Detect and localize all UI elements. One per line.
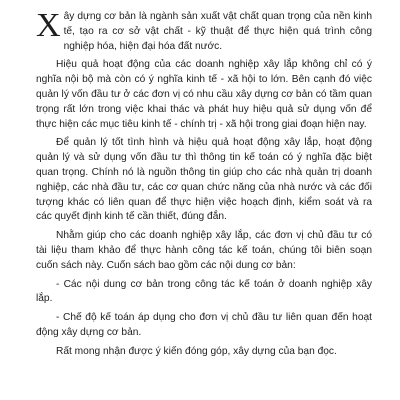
dropcap-letter: X (36, 7, 61, 44)
paragraph-accounting-info: Để quản lý tốt tình hình và hiệu quả hoạt động xây lắp, hoạt động quản lý và sử dụng vốn đầu tư thì thông tin kế toán có ý nghĩa đặc biệt quan trọng. Chính nó là nguồn thông tin giúp cho các nhà quản trị doanh nghiệp, các nhà đầu tư, các cơ quan chức năng của nhà nước và các đối tượng khác có liên quan để thực hiện việc hoạch định, kiểm soát và ra các quyết định kinh tế cần thiết, đúng đắn. (36, 137, 372, 223)
bullet-item-2: - Chế độ kế toán áp dụng cho đơn vị chủ đầu tư liên quan đến hoạt động xây dựng cơ bản. (36, 312, 372, 338)
paragraph-closing: Rất mong nhận được ý kiến đóng góp, xây dựng của bạn đọc. (56, 345, 337, 357)
bullet-item-1: - Các nội dung cơ bản trong công tác kế toán ở doanh nghiệp xây lắp. (36, 278, 372, 305)
paragraph-efficiency: Hiệu quả hoạt động của các doanh nghiệp xây lắp không chỉ có ý nghĩa nội bộ mà còn có ý nghĩa kinh tế - xã hội to lớn. Bên cạnh đó việc quản lý vốn đầu tư ở các đơn vị có nhu cầu xây dựng cơ bản có tầm quan trọng rất lớn trong việc khai thác và phát huy hiệu quả sử dụng vốn để thực hiện các mục tiêu kinh tế - chính trị - xã hội trong giai đoạn hiện nay. (36, 59, 372, 130)
paragraph-intro (36, 7, 372, 54)
paragraph-intro-text: ây dựng cơ bản là ngành sản xuất vật chất quan trọng của nền kinh tế, tạo ra cơ sở vật chất - kỹ thuật để thực hiện quá trình công nghiệp hóa, hiện đại hóa đất nước. (63, 11, 372, 52)
paragraph-book-purpose: Nhằm giúp cho các doanh nghiệp xây lắp, các đơn vị chủ đầu tư có tài liệu tham khảo để thực hành công tác kế toán, chúng tôi biên soạn cuốn sách này. Cuốn sách bao gồm các nội dung cơ bản: (36, 230, 372, 271)
